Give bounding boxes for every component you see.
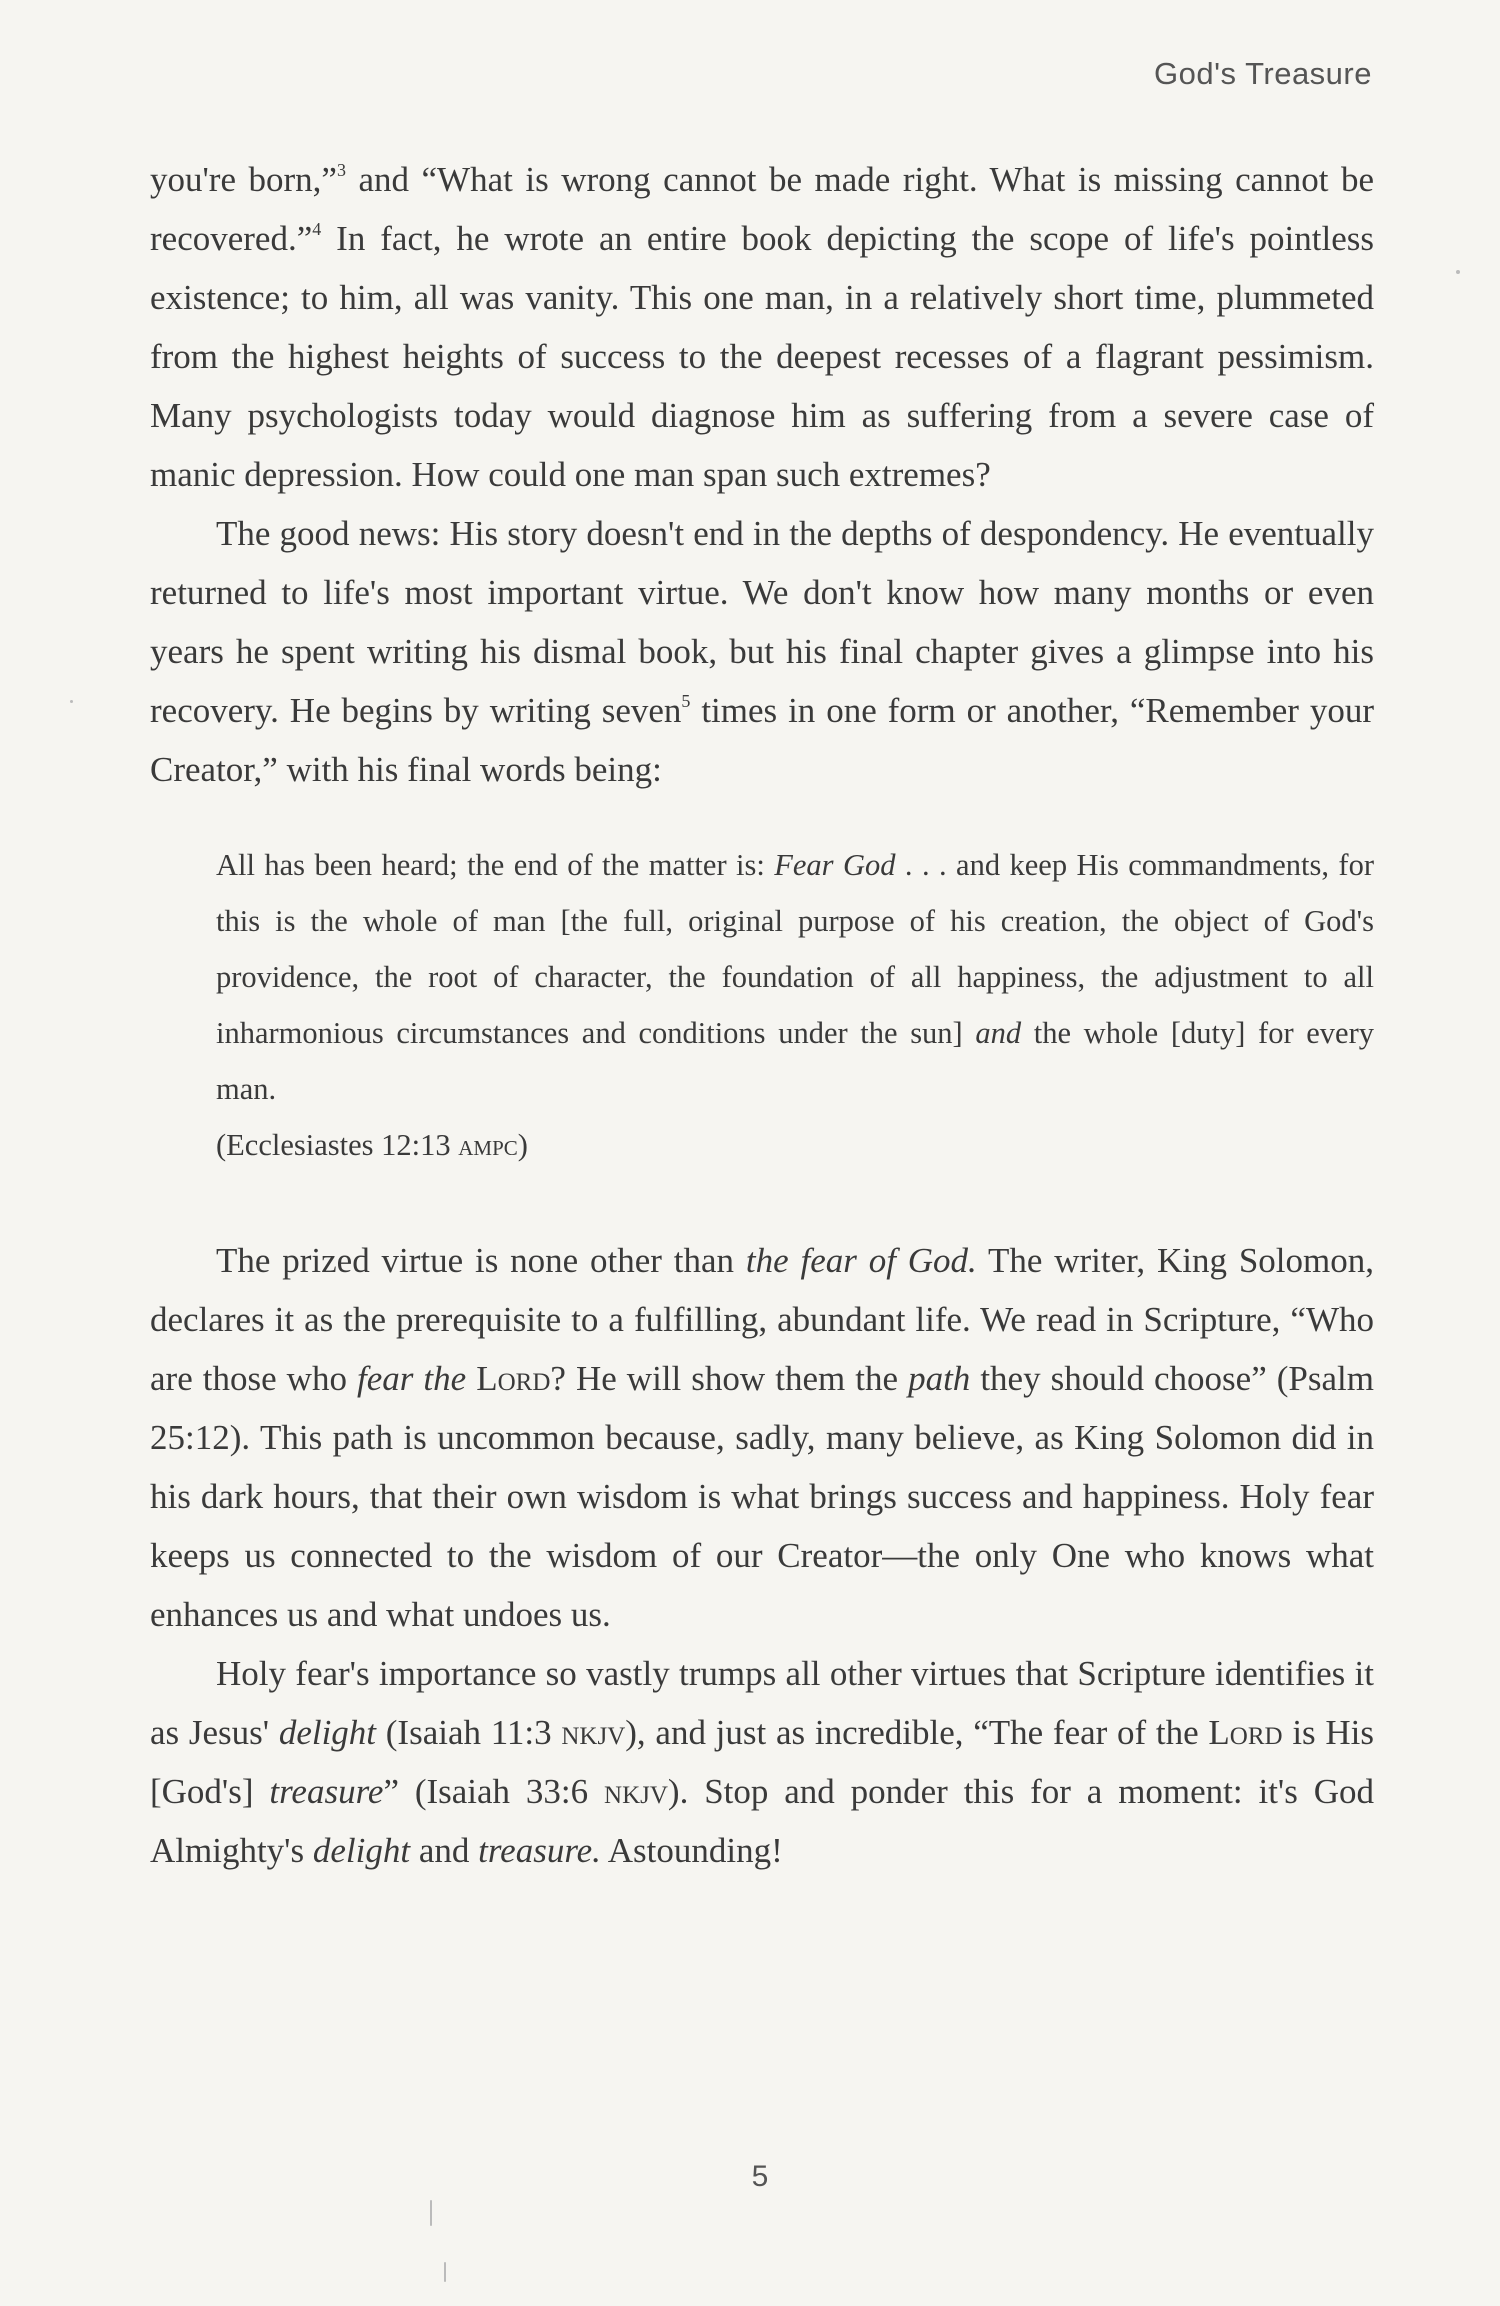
- paragraph-1: you're born,”$^3$ and “What is wrong cannot be made right. What is missing cannot be recovered.”$^4$ In fact, he wrote an entire book depicting the scope of life's pointless existence; to him, all was vanity. This one man, in a relatively short time, plummeted from the highest heights of success to the deepest recesses of a flagrant pessimism. Many psychologists today would diagnose him as suffering from a severe case of manic depression. How could one man span such extremes?: [150, 160, 1374, 494]
- running-head: God's Treasure: [1154, 56, 1372, 91]
- paragraph-2: The good news: His story doesn't end in the depths of despondency. He eventually returned to life's most important virtue. We don't know how many months or even years he spent writing his dismal book, but his final chapter gives a glimpse into his recovery. He begins by writing seven$^5$ times in one form or another, “Remember your Creator,” with his final words being:: [150, 514, 1374, 789]
- block-quote: All has been heard; the end of the matter is: Fear God . . . and keep His commandments, for this is the whole of man [the full, original purpose of his creation, the object of God's providence, the root of character, the foundation of all happiness, the adjustment to all inharmonious circumstances and conditions under the sun] and the whole [duty] for every man. (Ecclesiastes 12:13 ampc): [216, 848, 1374, 1162]
- paragraph-3: The prized virtue is none other than the fear of God. The writer, King Solomon, declares it as the prerequisite to a fulfilling, abundant life. We read in Scripture, “Who are those who fear the Lord? He will show them the path they should choose” (Psalm 25:12). This path is uncommon because, sadly, many believe, as King Solomon did in his dark hours, that their own wisdom is what brings success and happiness. Holy fear keeps us connected to the wisdom of our Creator—the only One who knows what enhances us and what undoes us.: [150, 1241, 1374, 1634]
- footnote-marker: 5: [681, 691, 691, 711]
- footnote-marker: 4: [312, 219, 322, 239]
- scan-speck: [1456, 270, 1460, 274]
- page-number: 5: [751, 2160, 769, 2193]
- footnote-marker: 3: [336, 160, 346, 180]
- body-text: [150, 150, 1374, 1880]
- quote-citation: (Ecclesiastes 12:13 ampc): [216, 1128, 528, 1162]
- scan-speck: [70, 700, 73, 703]
- scan-speck: [430, 2200, 432, 2226]
- scan-speck: [444, 2262, 446, 2282]
- paragraph-4: Holy fear's importance so vastly trumps all other virtues that Scripture identifies it as Jesus' delight (Isaiah 11:3 nkjv), and just as incredible, “The fear of the Lord is His [God's] treasure” (Isaiah 33:6 nkjv). Stop and ponder this for a moment: it's God Almighty's delight and treasure. Astounding!: [150, 1654, 1375, 1870]
